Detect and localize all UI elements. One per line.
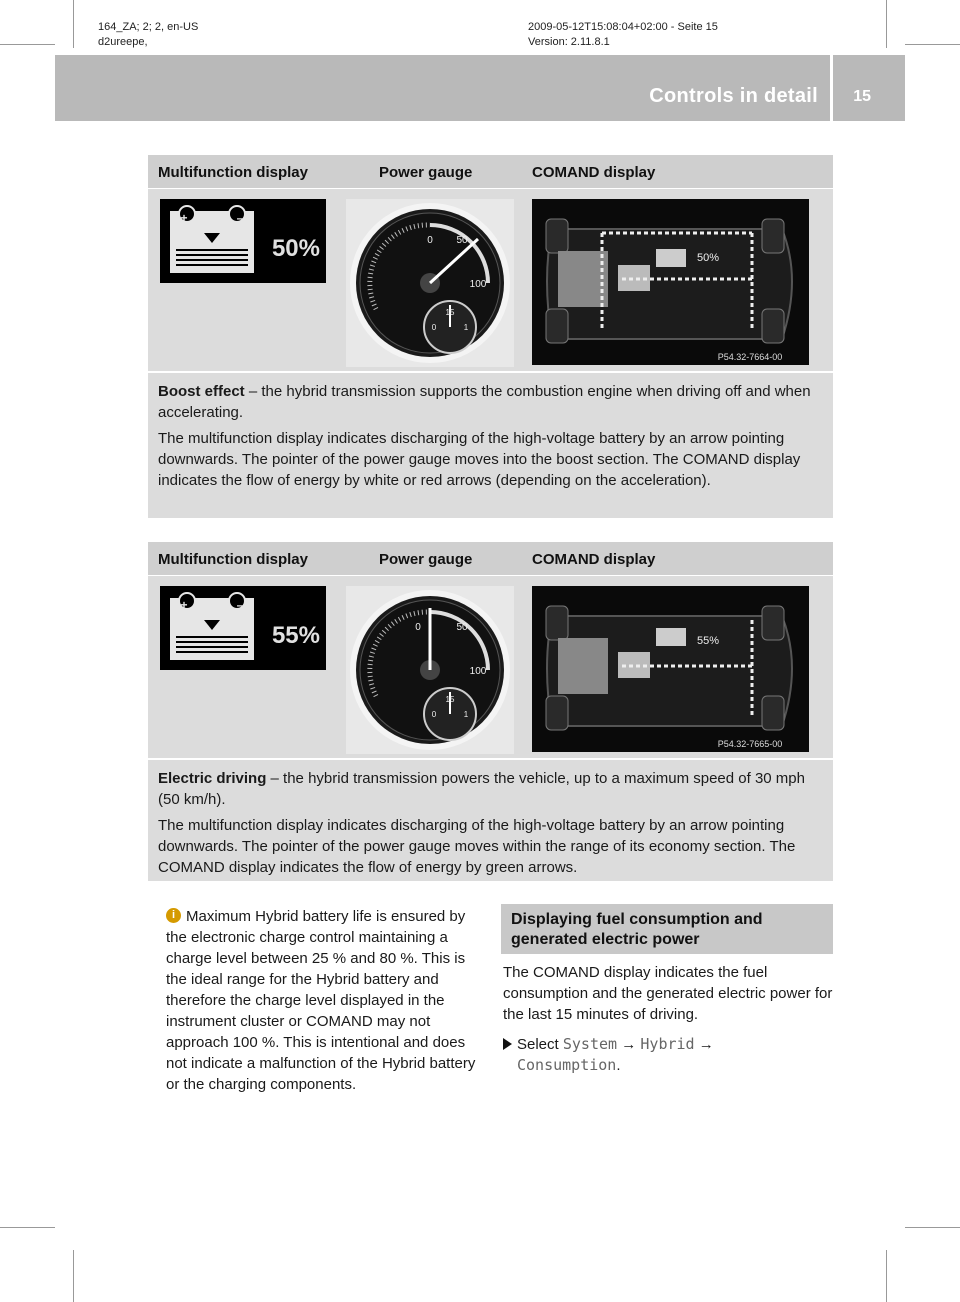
arrow-icon: →	[621, 1036, 637, 1053]
battery-icon	[170, 211, 254, 273]
battery-percent: 50%	[271, 235, 320, 262]
gauge-label-fifteen: 15	[445, 308, 455, 317]
image-code: P54.32-7665-00	[717, 739, 783, 749]
gauge-label-sub-zero: 0	[431, 323, 437, 332]
vehicle-energy-flow-icon	[532, 586, 809, 752]
power-gauge-dial-icon	[346, 586, 514, 754]
meta-left-line1: 164_ZA; 2; 2, en-US	[98, 21, 199, 33]
svg-text:–: –	[236, 598, 244, 612]
battery-percent: 55%	[271, 622, 320, 649]
boost-effect-description	[158, 381, 826, 496]
comand-percent: 50%	[697, 252, 720, 264]
step-prefix: Select	[517, 1036, 563, 1053]
col-comand-display: COMAND display	[532, 164, 656, 181]
multifunction-display-image	[160, 199, 326, 283]
gauge-label-zero: 0	[415, 622, 421, 633]
desc-lead: – the hybrid transmission powers the vehicle, up to a maximum speed of 30 mph (50 km/h).	[158, 770, 805, 808]
crop-mark	[0, 44, 55, 45]
gauge-label-hundred: 100	[469, 666, 487, 677]
step-end: .	[616, 1057, 621, 1074]
gauge-label-fifty: 50	[456, 235, 468, 246]
crop-mark	[886, 1250, 887, 1302]
meta-right	[528, 20, 718, 50]
menu-item-consumption: Consumption	[517, 1056, 617, 1074]
header-divider	[830, 55, 833, 121]
desc-heading: Electric driving	[158, 770, 267, 787]
power-gauge-image	[346, 199, 514, 367]
crop-mark	[886, 0, 887, 48]
page-number: 15	[853, 88, 871, 105]
image-code: P54.32-7664-00	[717, 352, 783, 362]
power-gauge-image	[346, 586, 514, 754]
section-title: Displaying fuel consumption and generated electric power	[511, 911, 763, 948]
image-row	[148, 576, 833, 758]
svg-text:–: –	[236, 211, 244, 225]
page-header	[55, 55, 905, 121]
gauge-label-sub-zero: 0	[431, 710, 437, 719]
crop-mark	[73, 1250, 74, 1302]
battery-discharge-arrow-icon	[170, 211, 254, 273]
divider	[148, 371, 833, 373]
electric-driving-table	[148, 542, 833, 881]
image-row	[148, 189, 833, 371]
boost-effect-table	[148, 155, 833, 518]
gauge-label-one: 1	[463, 710, 469, 719]
desc-heading: Boost effect	[158, 383, 245, 400]
power-gauge-dial-icon	[346, 199, 514, 367]
arrow-icon: →	[698, 1036, 714, 1053]
info-icon: i	[166, 908, 181, 923]
comand-display-image	[532, 199, 809, 365]
battery-icon	[170, 598, 254, 660]
table-header	[148, 155, 833, 189]
section-header	[501, 904, 833, 954]
col-multifunction-display: Multifunction display	[158, 551, 308, 568]
battery-discharge-arrow-icon	[170, 598, 254, 660]
meta-left	[98, 20, 198, 50]
meta-right-line1: 2009-05-12T15:08:04+02:00 - Seite 15	[528, 21, 718, 33]
crop-mark	[905, 44, 960, 45]
col-comand-display: COMAND display	[532, 551, 656, 568]
electric-driving-description	[158, 768, 826, 883]
meta-left-line2: d2ureepe,	[98, 36, 148, 48]
col-power-gauge: Power gauge	[379, 164, 473, 181]
desc-paragraph: The multifunction display indicates discharging of the high-voltage battery by an arrow pointing downwards. The pointer of the power gauge moves within the range of its economy section. The COMAND display indicates the flow of energy by green arrows.	[158, 817, 796, 876]
menu-item-hybrid: Hybrid	[640, 1035, 695, 1053]
gauge-label-zero: 0	[427, 235, 433, 246]
multifunction-display-image	[160, 586, 326, 670]
instruction-step	[503, 1034, 833, 1076]
comand-percent: 55%	[697, 635, 720, 647]
gauge-label-one: 1	[463, 323, 469, 332]
crop-mark	[905, 1227, 960, 1228]
triangle-right-icon	[503, 1038, 512, 1050]
svg-text:+: +	[180, 598, 188, 612]
comand-display-image	[532, 586, 809, 752]
gauge-label-hundred: 100	[469, 279, 487, 290]
col-power-gauge: Power gauge	[379, 551, 473, 568]
svg-text:+: +	[180, 211, 188, 225]
menu-item-system: System	[562, 1035, 618, 1053]
section-body: The COMAND display indicates the fuel consumption and the generated electric power for the last 15 minutes of driving.	[503, 964, 833, 1023]
meta-right-line2: Version: 2.11.8.1	[528, 36, 610, 48]
gauge-label-fifty: 50	[456, 622, 468, 633]
desc-paragraph: The multifunction display indicates discharging of the high-voltage battery by an arrow pointing downwards. The pointer of the power gauge moves into the boost section. The COMAND display indicates the flow of energy by white or red arrows (depending on the acceleration).	[158, 430, 801, 489]
table-header	[148, 542, 833, 576]
vehicle-energy-flow-icon	[532, 199, 809, 365]
crop-mark	[0, 1227, 55, 1228]
battery-life-note: Maximum Hybrid battery life is ensured by the electronic charge control maintaining a charge level between 25 % and 80 %. This is the ideal range for the Hybrid battery and therefore the charge level displayed in the instrument cluster or COMAND may not approach 100 %. This is intentional and does not indicate a malfunction of the Hybrid battery or the charging components.	[166, 908, 476, 1093]
page-title: Controls in detail	[649, 85, 818, 107]
col-multifunction-display: Multifunction display	[158, 164, 308, 181]
divider	[148, 758, 833, 760]
crop-mark	[73, 0, 74, 48]
gauge-label-fifteen: 15	[445, 695, 455, 704]
desc-lead: – the hybrid transmission supports the combustion engine when driving off and when accelerating.	[158, 383, 811, 421]
